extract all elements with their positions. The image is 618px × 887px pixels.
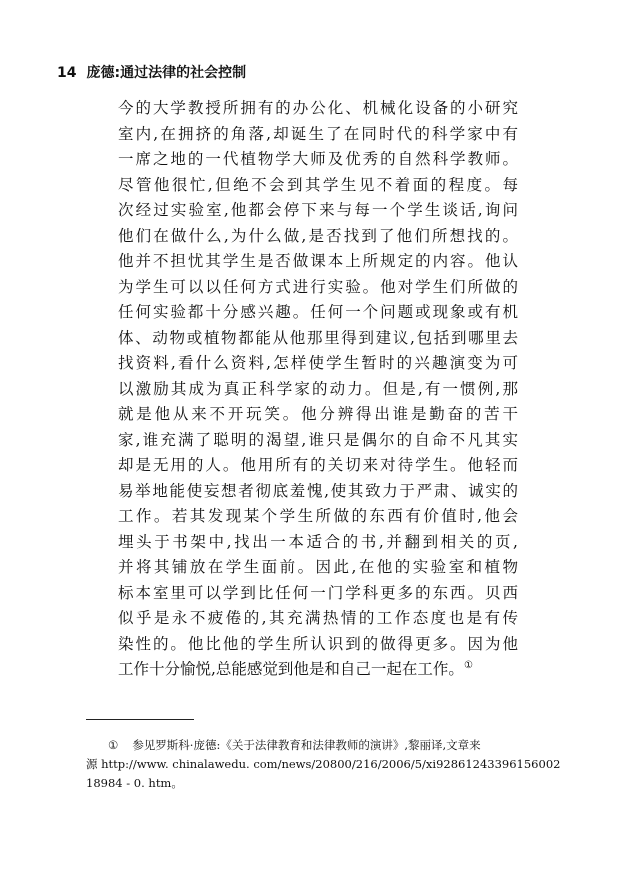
- last-line-text: 工作十分愉悦,总能感觉到他是和自己一起在工作。: [118, 660, 464, 678]
- text-line: 工作。若其发现某个学生所做的东西有价值时,他会: [118, 507, 518, 525]
- page-number: 14: [57, 65, 77, 81]
- text-line: 家,谁充满了聪明的渴望,谁只是偶尔的自命不凡其实: [118, 430, 518, 449]
- text-line: 任何实验都十分感兴趣。任何一个问题或现象或有机: [118, 303, 518, 321]
- text-line-last: [118, 657, 518, 683]
- text-line: 他们在做什么,为什么做,是否找到了他们所想找的。: [118, 226, 518, 245]
- text-line: 为学生可以以任何方式进行实验。他对学生们所做的: [118, 277, 518, 296]
- text-line: 染性的。他比他的学生所认识到的做得更多。因为他: [118, 634, 518, 653]
- footnote-source-link[interactable]: 源 http://www. chinalawedu. com/news/20800/216/2006/5/xi92861243396156002: [86, 757, 561, 771]
- text-line: 室内,在拥挤的角落,却诞生了在同时代的科学家中有: [118, 124, 518, 143]
- text-line: 易举地能使妄想者彻底羞愧,使其致力于严肃、诚实的: [118, 481, 518, 500]
- text-line: 次经过实验室,他都会停下来与每一个学生谈话,询问: [118, 201, 518, 219]
- text-line: 就是他从来不开玩笑。他分辨得出谁是勤奋的苦干: [118, 405, 518, 423]
- footnote-text: 参见罗斯科·庞德:《关于法律教育和法律教师的演讲》,黎丽译,文章来: [132, 738, 481, 752]
- body-text: [118, 96, 518, 683]
- footnote-divider: [86, 719, 194, 720]
- running-head: [57, 62, 246, 82]
- text-line: 体、动物或植物都能从他那里得到建议,包括到哪里去: [118, 328, 518, 347]
- footnotes: [86, 736, 561, 793]
- footnote-source-link-end[interactable]: 18984 - 0. htm。: [86, 776, 183, 790]
- text-line: 一席之地的一代植物学大师及优秀的自然科学教师。: [118, 150, 518, 168]
- text-line: 找资料,看什么资料,怎样使学生暂时的兴趣演变为可: [118, 354, 518, 372]
- footnote-line: [86, 736, 532, 755]
- text-line: 以激励其成为真正科学家的动力。但是,有一惯例,那: [118, 379, 518, 398]
- footnote-mark: ①: [108, 738, 119, 752]
- text-line: 他并不担忧其学生是否做课本上所规定的内容。他认: [118, 252, 518, 270]
- text-line: 并将其铺放在学生面前。因此,在他的实验室和植物: [118, 558, 518, 576]
- text-line: 却是无用的人。他用所有的关切来对待学生。他轻而: [118, 456, 518, 474]
- footnote-reference[interactable]: ①: [463, 659, 473, 671]
- text-line: 埋头于书架中,找出一本适合的书,并翻到相关的页,: [118, 532, 518, 551]
- text-line: 似乎是永不疲倦的,其充满热情的工作态度也是有传: [118, 609, 518, 627]
- text-line: 标本室里可以学到比任何一门学科更多的东西。贝西: [118, 583, 518, 602]
- running-title: 庞德:通过法律的社会控制: [86, 65, 247, 81]
- text-line: 今的大学教授所拥有的办公化、机械化设备的小研究: [118, 99, 518, 117]
- text-line: 尽管他很忙,但绝不会到其学生见不着面的程度。每: [118, 175, 518, 194]
